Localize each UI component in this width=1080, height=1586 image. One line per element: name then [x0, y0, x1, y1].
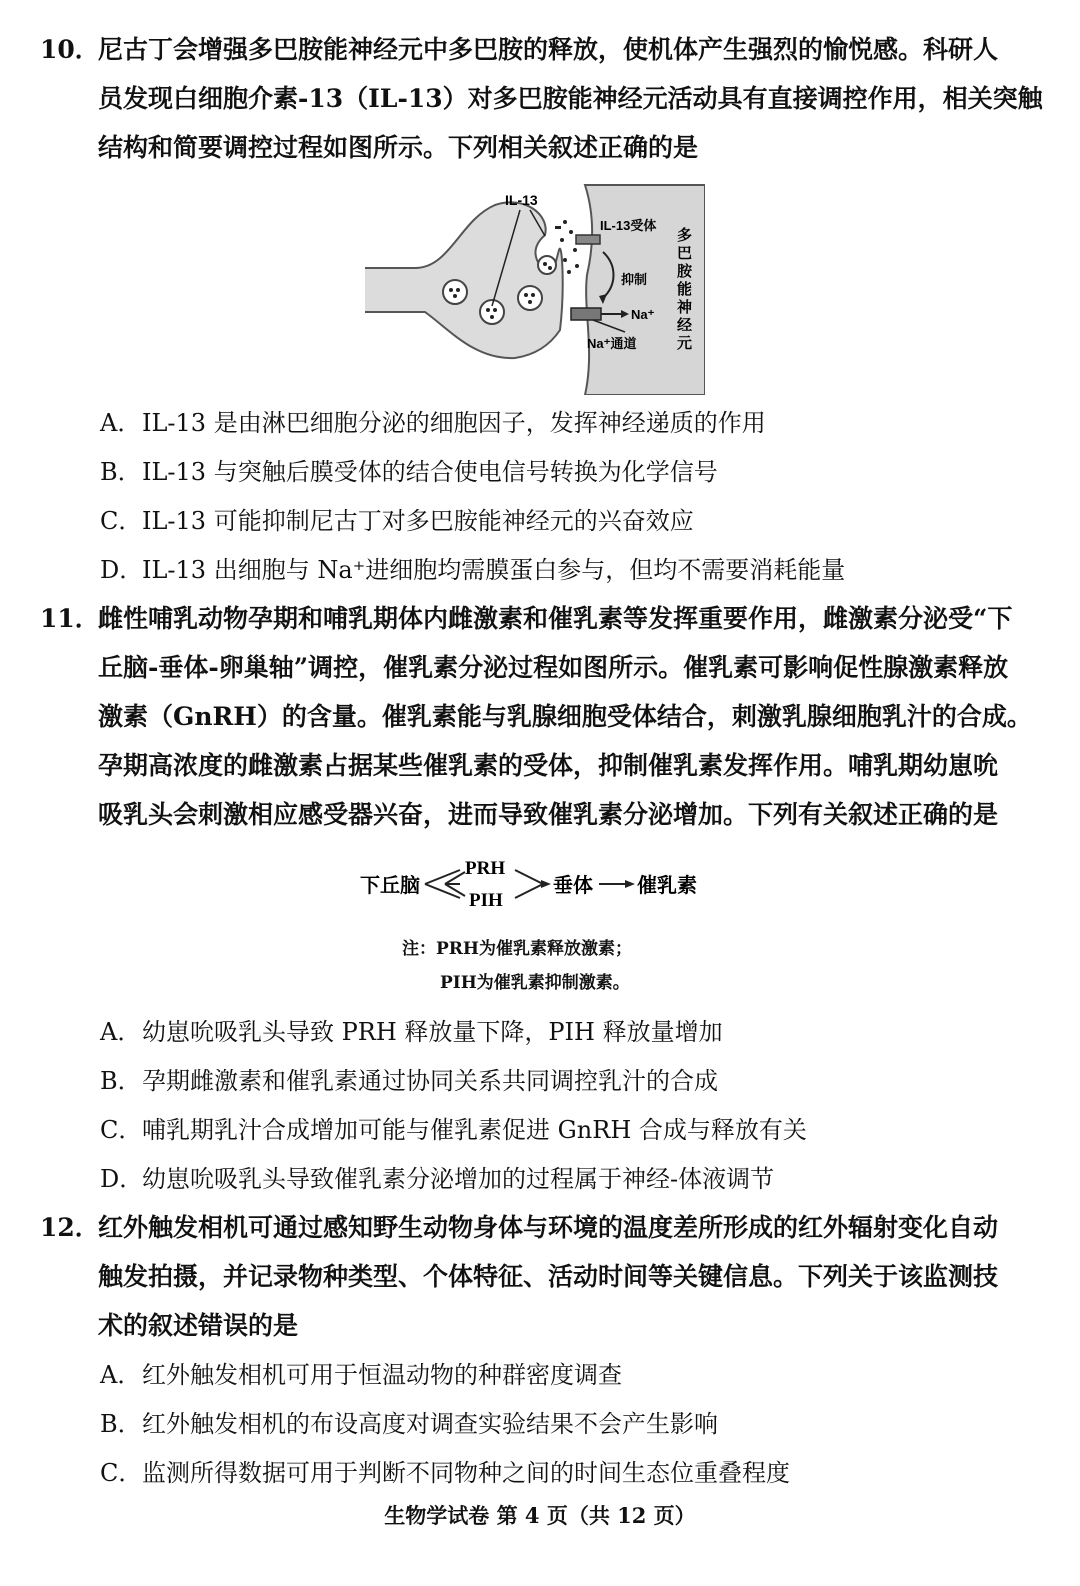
prolactin-label: 催乳素: [637, 873, 697, 897]
stem-line: 丘脑-垂体-卵巢轴”调控，催乳素分泌过程如图所示。催乳素可影响促性腺激素释放: [98, 653, 1009, 682]
il13-label: IL-13: [505, 192, 538, 208]
vesicle: [443, 280, 467, 304]
merge-arrows: [515, 870, 543, 898]
stem-line: 术的叙述错误的是: [98, 1311, 299, 1340]
option-c: C．IL-13 可能抑制尼古丁对多巴胺能神经元的兴奋效应: [100, 507, 694, 535]
stem-line: 雌性哺乳动物孕期和哺乳期体内雌激素和催乳素等发挥重要作用，雌激素分泌受“下: [98, 604, 1013, 633]
inhibit-label: 抑制: [621, 272, 648, 287]
question-12: [40, 1203, 1050, 1350]
na-label: Na⁺: [631, 307, 655, 322]
pih-label: PIH: [469, 890, 503, 911]
option-c: C．监测所得数据可用于判断不同物种之间的时间生态位重叠程度: [100, 1459, 790, 1487]
figure-note-line-1: 注：PRH为催乳素释放激素；: [402, 939, 632, 959]
option-a: A．红外触发相机可用于恒温动物的种群密度调查: [100, 1361, 622, 1389]
na-channel-label: Na⁺通道: [587, 336, 637, 351]
stem-line: 结构和简要调控过程如图所示。下列相关叙述正确的是: [98, 133, 699, 162]
option-c: C．哺乳期乳汁合成增加可能与催乳素促进 GnRH 合成与释放有关: [100, 1116, 807, 1144]
stem-line: 员发现白细胞介素-13（IL-13）对多巴胺能神经元活动具有直接调控作用，相关突触: [98, 84, 1043, 113]
question-number: 11．: [40, 604, 100, 633]
stem-line: 尼古丁会增强多巴胺能神经元中多巴胺的释放，使机体产生强烈的愉悦感。科研人: [98, 35, 999, 64]
option-b: B．IL-13 与突触后膜受体的结合使电信号转换为化学信号: [100, 458, 718, 486]
hypothalamus-label: 下丘脑: [360, 873, 420, 897]
vesicle: [538, 256, 556, 274]
stem-line: 吸乳头会刺激相应感受器兴奋，进而导致催乳素分泌增加。下列有关叙述正确的是: [98, 800, 999, 829]
figure-note-line-2: PIH为催乳素抑制激素。: [440, 973, 630, 993]
question-number: 12．: [40, 1213, 100, 1242]
svg-text:胺: 胺: [677, 262, 693, 280]
prh-label: PRH: [465, 858, 506, 879]
svg-text:经: 经: [677, 316, 693, 334]
svg-text:元: 元: [677, 334, 693, 352]
presynaptic-terminal: [365, 202, 563, 358]
option-d: D．IL-13 出细胞与 Na⁺进细胞均需膜蛋白参与，但均不需要消耗能量: [100, 556, 846, 584]
receptor-label: IL-13受体: [600, 218, 657, 233]
synapse-diagram: [355, 180, 705, 395]
question-10: [40, 25, 1050, 172]
il13-receptor: [576, 235, 600, 244]
svg-text:神: 神: [677, 298, 693, 316]
pituitary-label: 垂体: [553, 873, 593, 897]
neuron-label: [677, 226, 693, 352]
stem-line: 触发拍摄，并记录物种类型、个体特征、活动时间等关键信息。下列关于该监测技: [98, 1262, 999, 1291]
page-footer: 生物学试卷 第 4 页（共 12 页）: [384, 1503, 696, 1528]
prolactin-flow-diagram: [355, 850, 725, 920]
na-channel: [571, 308, 601, 320]
vesicle: [518, 286, 542, 310]
svg-text:巴: 巴: [677, 244, 693, 262]
stem-line: 激素（GnRH）的含量。催乳素能与乳腺细胞受体结合，刺激乳腺细胞乳汁的合成。: [98, 702, 1032, 731]
question-11: [40, 594, 1050, 839]
svg-text:能: 能: [677, 280, 693, 298]
question-number: 10．: [40, 35, 100, 64]
option-a: A．IL-13 是由淋巴细胞分泌的细胞因子，发挥神经递质的作用: [100, 409, 766, 437]
stem-line: 红外触发相机可通过感知野生动物身体与环境的温度差所形成的红外辐射变化自动: [98, 1213, 999, 1242]
svg-text:多: 多: [677, 226, 693, 244]
option-b: B．孕期雌激素和催乳素通过协同关系共同调控乳汁的合成: [100, 1067, 718, 1095]
stem-line: 孕期高浓度的雌激素占据某些催乳素的受体，抑制催乳素发挥作用。哺乳期幼崽吮: [98, 751, 999, 780]
option-d: D．幼崽吮吸乳头导致催乳素分泌增加的过程属于神经-体液调节: [100, 1165, 775, 1193]
option-a: A．幼崽吮吸乳头导致 PRH 释放量下降，PIH 释放量增加: [100, 1018, 723, 1046]
option-b: B．红外触发相机的布设高度对调查实验结果不会产生影响: [100, 1410, 718, 1438]
